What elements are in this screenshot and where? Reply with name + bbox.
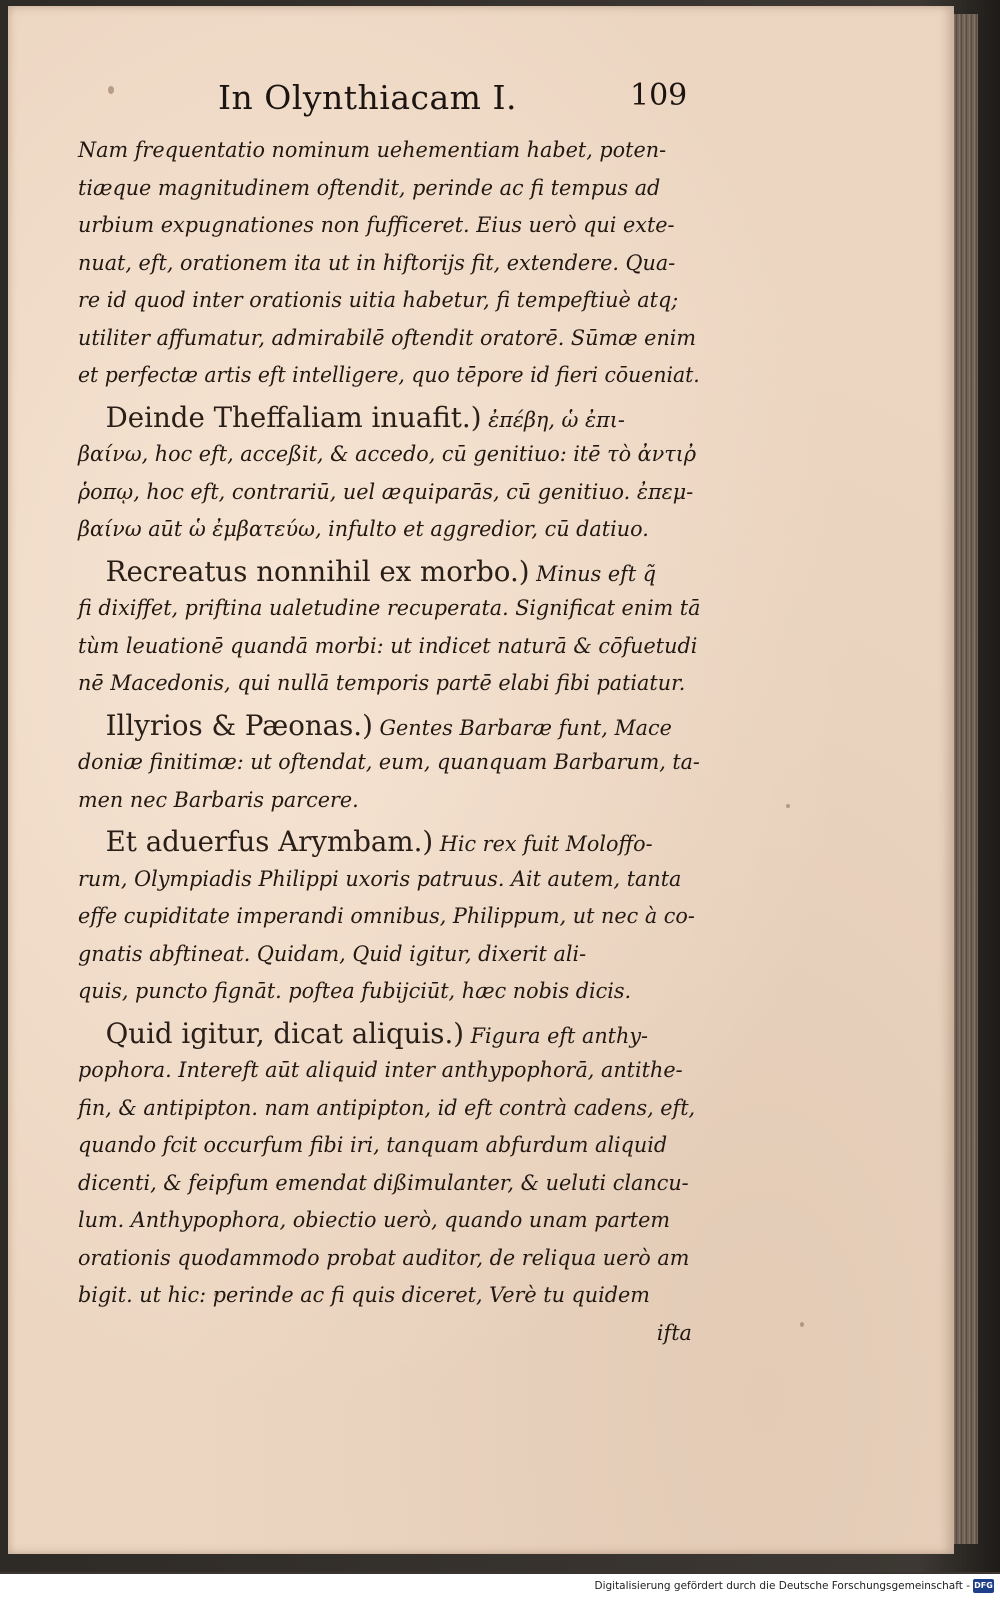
text-line bbox=[78, 1090, 700, 1128]
line-text: nē Macedonis, qui nullā temporis partē elabi fibi patiatur. bbox=[78, 671, 686, 695]
lemma-heading: Deinde Theffaliam inuafit.) bbox=[105, 400, 482, 434]
lemma-heading: Recreatus nonnihil ex morbo.) bbox=[105, 554, 530, 588]
line-text: quando fcit occurfum fibi iri, tanquam abfurdum aliquid bbox=[78, 1133, 668, 1157]
text-line bbox=[78, 782, 700, 820]
line-text: Gentes Barbaræ funt, Mace bbox=[372, 715, 672, 740]
text-line bbox=[78, 744, 700, 782]
text-line bbox=[78, 628, 700, 666]
line-text: βαίνω, hoc eft, acceßit, & accedo, cū genitiuo: itē τὸ ἀντιῤ bbox=[78, 442, 697, 466]
line-text: bigit. ut hic: perinde ac fi quis diceret, Verè tu quidem bbox=[78, 1283, 650, 1307]
line-text: et perfectæ artis eft intelligere, quo tēpore id fieri cōueniat. bbox=[78, 363, 700, 387]
book-page bbox=[8, 6, 954, 1554]
line-text: Figura eft anthy- bbox=[464, 1023, 649, 1048]
line-text: Hic rex fuit Moloffo- bbox=[433, 832, 653, 856]
commentary-text bbox=[78, 132, 708, 1352]
line-text: nuat, eft, orationem ita ut in hiftorijs fit, extendere. Qua- bbox=[78, 250, 676, 275]
text-line bbox=[78, 474, 700, 512]
text-line bbox=[78, 320, 700, 358]
line-text: utiliter affumatur, admirabilē oftendit oratorē. Sūmæ enim bbox=[78, 325, 697, 350]
line-text: effe cupiditate imperandi omnibus, Philippum, ut nec à co- bbox=[78, 904, 695, 928]
text-line bbox=[78, 553, 700, 591]
line-text: gnatis abftineat. Quidam, Quid igitur, dixerit ali- bbox=[78, 941, 587, 966]
line-text: men nec Barbaris parcere. bbox=[78, 787, 359, 812]
text-line bbox=[78, 665, 700, 703]
text-line bbox=[78, 590, 701, 628]
paper-stain bbox=[786, 804, 790, 808]
text-line bbox=[78, 823, 700, 861]
text-line bbox=[78, 170, 700, 208]
text-line bbox=[78, 1202, 700, 1240]
line-text: fi dixiffet, priftina ualetudine recuperata. Significat enim tā bbox=[78, 596, 701, 620]
text-line bbox=[78, 1052, 700, 1090]
lemma-heading: Quid igitur, dicat aliquis.) bbox=[105, 1016, 465, 1050]
text-line bbox=[78, 861, 700, 899]
paper-stain bbox=[800, 1322, 804, 1327]
line-text: tiæque magnitudinem oftendit, perinde ac fi tempus ad bbox=[78, 175, 661, 200]
line-text: orationis quodammodo probat auditor, de reliqua uerò am bbox=[78, 1245, 690, 1270]
text-line bbox=[78, 1277, 700, 1315]
text-line bbox=[78, 1127, 700, 1165]
text-line bbox=[78, 132, 700, 170]
page-header bbox=[8, 78, 954, 118]
text-line bbox=[78, 898, 700, 936]
text-line bbox=[78, 282, 700, 320]
line-text: ῥοπῳ, hoc eft, contrariū, uel æquiparās, cū genitiuo. ἐπεμ- bbox=[78, 479, 694, 504]
line-text: doniæ finitimæ: ut oftendat, eum, quanquam Barbarum, ta- bbox=[78, 750, 700, 774]
line-text: ifta bbox=[656, 1320, 692, 1345]
digitization-footer bbox=[0, 1574, 1000, 1600]
line-text: tùm leuationē quandā morbi: ut indicet naturā & cōfuetudi bbox=[78, 633, 698, 658]
line-text: Minus eft q̃ bbox=[529, 561, 657, 586]
line-text: ἐπέβη, ὡ ἐπι- bbox=[481, 407, 625, 432]
text-line bbox=[78, 357, 700, 395]
text-line bbox=[78, 936, 700, 974]
text-line bbox=[78, 707, 700, 745]
text-line bbox=[78, 1165, 700, 1203]
line-text: fin, & antipipton. nam antipipton, id eft contrà cadens, eft, bbox=[78, 1095, 696, 1120]
text-line bbox=[78, 245, 700, 283]
text-line bbox=[78, 399, 700, 437]
lemma-heading: Illyrios & Pæonas.) bbox=[105, 708, 373, 742]
page-number: 109 bbox=[630, 78, 688, 113]
text-line bbox=[78, 207, 700, 245]
line-text: Nam frequentatio nominum uehementiam habet, poten- bbox=[78, 138, 667, 162]
text-line bbox=[78, 973, 700, 1011]
funding-credit: Digitalisierung gefördert durch die Deutsche Forschungsgemeinschaft - bbox=[594, 1580, 970, 1592]
text-line bbox=[78, 1240, 700, 1278]
line-text: pophora. Intereft aūt aliquid inter anthypophorā, antithe- bbox=[78, 1058, 683, 1082]
line-text: re id quod inter orationis uitia habetur, fi tempeftiuè atq; bbox=[78, 288, 679, 312]
text-line bbox=[78, 1015, 700, 1053]
text-line bbox=[78, 1315, 692, 1353]
running-title: In Olynthiacam I. bbox=[218, 78, 517, 117]
dfg-logo: DFG bbox=[973, 1579, 994, 1593]
line-text: dicenti, & feipfum emendat dißimulanter, & ueluti clancu- bbox=[78, 1170, 689, 1195]
line-text: lum. Anthypophora, obiectio uerò, quando unam partem bbox=[78, 1208, 670, 1232]
line-text: rum, Olympiadis Philippi uxoris patruus. Ait autem, tanta bbox=[78, 866, 682, 891]
line-text: urbium expugnationes non fufficeret. Eius uerò qui exte- bbox=[78, 213, 675, 237]
text-line bbox=[78, 436, 700, 474]
line-text: βαίνω aūt ὡ ἐμβατεύω, infulto et aggredior, cū datiuo. bbox=[78, 517, 649, 541]
line-text: quis, puncto fignāt. poftea fubijciūt, hæc nobis dicis. bbox=[78, 979, 632, 1003]
text-line bbox=[78, 511, 700, 549]
lemma-heading: Et aduerfus Arymbam.) bbox=[105, 825, 434, 858]
